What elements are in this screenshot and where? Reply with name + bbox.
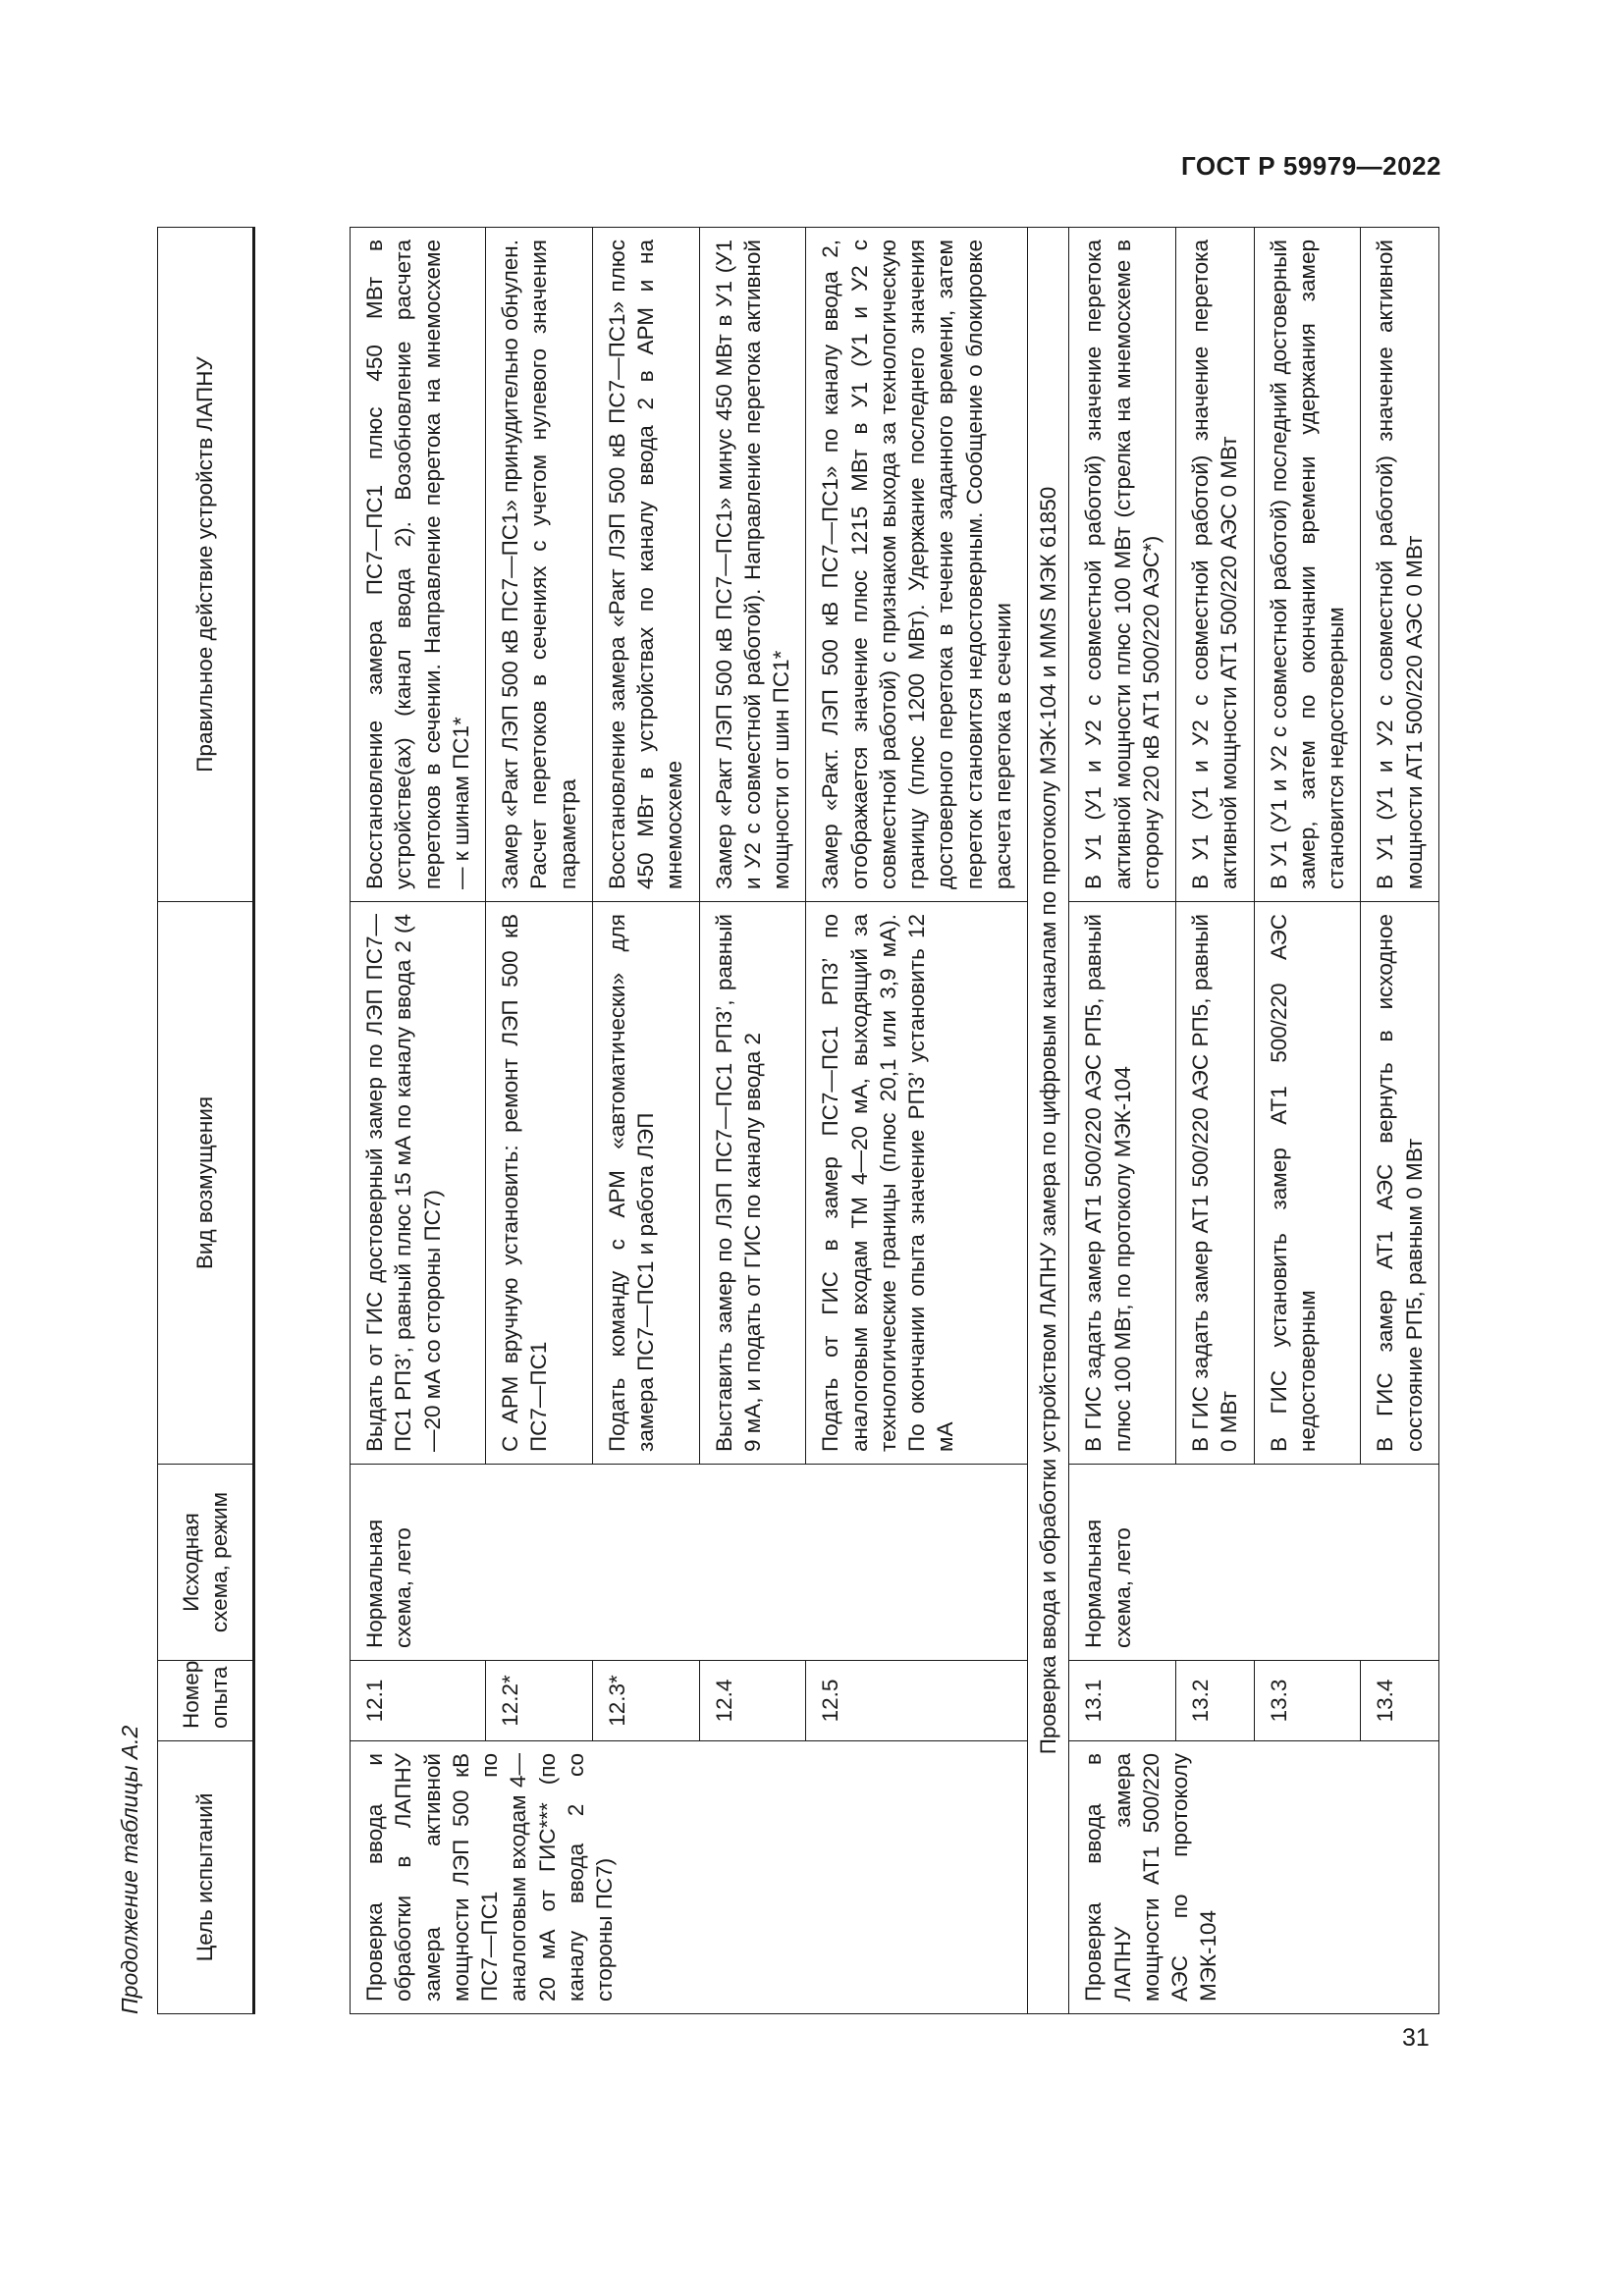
test-number: 13.4 [1361, 1661, 1439, 1741]
section-row [1028, 228, 1069, 2014]
action-cell: В У1 (У1 и У2 с совместной работой) значение перетока активной мощности плюс 100 МВт (стрелка на мнемосхеме в сторону 220 кВ АТ1 500/220 АЭС*) [1069, 228, 1176, 902]
action-cell: В У1 (У1 и У2 с совместной работой) значение перетока активной мощности АТ1 500/220 АЭС 0 МВт [1176, 228, 1255, 902]
table-row [351, 228, 486, 2014]
disturbance-cell: Выставить замер по ЛЭП ПС7—ПС1 РП3’, равный 9 мА, и подать от ГИС по каналу ввода 2 [699, 902, 806, 1465]
standard-designation: ГОСТ Р 59979—2022 [1180, 151, 1441, 181]
disturbance-cell: Выдать от ГИС достоверный замер по ЛЭП ПС7—ПС1 РП3’, равный плюс 15 мА по каналу ввода 2 (4—20 мА со стороны ПС7) [351, 902, 486, 1465]
disturbance-cell: Подать команду с АРМ «автоматически» для замера ПС7—ПС1 и работа ЛЭП [592, 902, 699, 1465]
disturbance-cell: Подать от ГИС в замер ПС7—ПС1 РП3’ по аналоговым входам ТМ 4—20 мА, выходящий за технологические границы (плюс 20,1 или 3,9 мА). По окончании опыта значение РП3’ установить 12 мА [806, 902, 1028, 1465]
test-goal: Проверка ввода и обработки в ЛАПНУ замера активной мощности ЛЭП 500 кВ ПС7—ПС1 по аналоговым входам 4—20 мА от ГИС*** (по каналу ввода 2 со стороны ПС7) [351, 1741, 1028, 2014]
header-row [158, 228, 254, 2014]
test-number: 12.3* [592, 1661, 699, 1741]
test-goal: Проверка ввода в ЛАПНУ замера мощности АТ1 500/220 АЭС по протоколу МЭК-104 [1069, 1741, 1439, 2014]
action-cell: Замер «Ракт. ЛЭП 500 кВ ПС7—ПС1» по каналу ввода 2, отображается значение плюс 1215 МВт в У1 (У1 и У2 с совместной работой) с признаком выхода за технологическую границу (плюс 1200 МВт). Удержание последнего значения достоверного перетока в течение заданного времени, затем переток становится недостоверным. Сообщение о блокировке расчета перетока в сечении [806, 228, 1028, 902]
action-cell: Замер «Ракт ЛЭП 500 кВ ПС7—ПС1» минус 450 МВт в У1 (У1 и У2 с совместной работой). Направление перетока активной мощности от шин ПС1* [699, 228, 806, 902]
initial-scheme: Нормальная схема, лето [351, 1465, 1028, 1661]
initial-scheme: Нормальная схема, лето [1069, 1465, 1439, 1661]
test-number: 13.1 [1069, 1661, 1176, 1741]
action-cell: Восстановление замера ПС7—ПС1 плюс 450 МВт в устройстве(ах) (канал ввода 2). Возобновление расчета перетоков в сечении. Направление перетока на мнемосхеме — к шинам ПС1* [351, 228, 486, 902]
test-number: 12.4 [699, 1661, 806, 1741]
col-header-number: Номер опыта [158, 1661, 254, 1741]
page-number: 31 [1402, 2024, 1430, 2052]
test-number: 12.1 [351, 1661, 486, 1741]
col-header-disturbance: Вид возмущения [158, 902, 254, 1465]
col-header-goal: Цель испытаний [158, 1741, 254, 2014]
section-title: Проверка ввода и обработки устройством ЛАПНУ замера по цифровым каналам по протоколу МЭК-104 и MMS МЭК 61850 [1028, 228, 1069, 2014]
test-number: 12.2* [486, 1661, 593, 1741]
disturbance-cell: В ГИС задать замер АТ1 500/220 АЭС РП5, равный плюс 100 МВт, по протоколу МЭК-104 [1069, 902, 1176, 1465]
rotated-table-region [106, 228, 1427, 2014]
test-table [157, 227, 1439, 2014]
action-cell: Восстановление замера «Ракт ЛЭП 500 кВ ПС7—ПС1» плюс 450 МВт в устройствах по каналу ввода 2 в АРМ и на мнемосхеме [592, 228, 699, 902]
table-row [1069, 228, 1176, 2014]
table-caption: Продолжение таблицы А.2 [117, 1725, 142, 2014]
col-header-action: Правильное действие устройств ЛАПНУ [158, 228, 254, 902]
disturbance-cell: В ГИС установить замер АТ1 500/220 АЭС недостоверным [1254, 902, 1361, 1465]
action-cell: Замер «Ракт ЛЭП 500 кВ ПС7—ПС1» принудительно обнулен. Расчет перетоков в сечениях с учетом нулевого значения параметра [486, 228, 593, 902]
test-number: 13.2 [1176, 1661, 1255, 1741]
test-number: 12.5 [806, 1661, 1028, 1741]
disturbance-cell: В ГИС задать замер АТ1 500/220 АЭС РП5, равный 0 МВт [1176, 902, 1255, 1465]
action-cell: В У1 (У1 и У2 с совместной работой) последний достоверный замер, затем по окончании времени удержания замер становится недостоверным [1254, 228, 1361, 902]
disturbance-cell: С АРМ вручную установить: ремонт ЛЭП 500 кВ ПС7—ПС1 [486, 902, 593, 1465]
disturbance-cell: В ГИС замер АТ1 АЭС вернуть в исходное состояние РП5, равным 0 МВт [1361, 902, 1439, 1465]
test-number: 13.3 [1254, 1661, 1361, 1741]
col-header-scheme: Исходная схема, режим [158, 1465, 254, 1661]
landscape-content [106, 228, 1427, 2014]
action-cell: В У1 (У1 и У2 с совместной работой) значение активной мощности АТ1 500/220 АЭС 0 МВт [1361, 228, 1439, 902]
